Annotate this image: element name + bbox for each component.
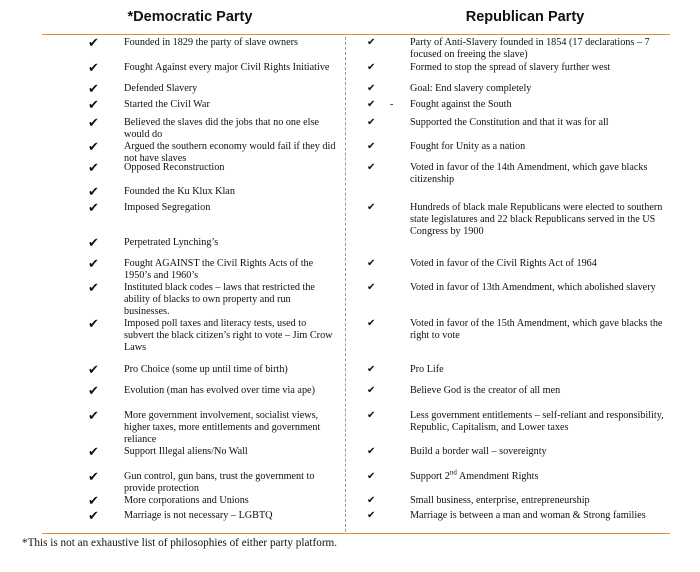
republican-item: Voted in favor of 13th Amendment, which abolished slavery [410, 282, 656, 293]
democratic-item: Opposed Reconstruction [124, 162, 225, 173]
democratic-item: Pro Choice (some up until time of birth) [124, 364, 288, 375]
democratic-item: Evolution (man has evolved over time via ape) [124, 385, 315, 396]
check-icon: ✔ [367, 202, 376, 213]
ordinal-suffix: nd [449, 468, 457, 477]
check-icon: ✔ [367, 162, 376, 173]
check-icon: ✔ [88, 236, 99, 251]
republican-item: Marriage is between a man and woman & Strong families [410, 510, 646, 521]
republican-item: Supported the Constitution and that it was for all [410, 117, 609, 128]
check-icon: ✔ [367, 37, 376, 48]
democratic-item: Founded in 1829 the party of slave owners [124, 37, 299, 48]
democratic-item: More government involvement, socialist views, higher taxes, more entitlements and government reliance [124, 410, 321, 446]
democratic-item: Fought Against every major Civil Rights Initiative [124, 62, 330, 73]
check-icon: ✔ [367, 282, 376, 293]
democratic-item: Marriage is not necessary – LGBTQ [124, 510, 273, 521]
republican-item: Formed to stop the spread of slavery further west [410, 62, 611, 73]
check-icon: ✔ [367, 141, 376, 152]
check-icon: ✔ [88, 116, 99, 131]
check-icon: ✔ [367, 410, 376, 421]
check-icon: ✔ [367, 62, 376, 73]
republican-item: Goal: End slavery completely [410, 83, 532, 94]
republican-item: Fought for Unity as a nation [410, 141, 526, 152]
democratic-item: Imposed Segregation [124, 202, 211, 213]
column-divider [345, 37, 346, 532]
check-icon: ✔ [367, 318, 376, 329]
check-icon: ✔ [88, 98, 99, 113]
amendment-suffix: Amendment Rights [456, 471, 539, 482]
check-icon: ✔ [367, 364, 376, 375]
democratic-item: Instituted black codes – laws that restricted the ability of blacks to own property and run businesses. [124, 282, 315, 318]
check-icon: ✔ [88, 445, 99, 460]
check-icon: ✔ [88, 61, 99, 76]
democratic-item: Fought AGAINST the Civil Rights Acts of the 1950’s and 1960’s [124, 258, 314, 282]
republican-item: Voted in favor of the Civil Rights Act of 1964 [410, 258, 597, 269]
republican-item: Voted in favor of the 15th Amendment, which gave blacks the right to vote [410, 318, 663, 342]
check-icon: ✔ [88, 363, 99, 378]
republican-item: Small business, enterprise, entrepreneurship [410, 495, 590, 506]
republican-item: Pro Life [410, 364, 444, 375]
republican-item: Hundreds of black male Republicans were elected to southern state legislatures and 22 black Republicans served in the US Congress by 1900 [410, 202, 663, 238]
check-icon: ✔ [88, 140, 99, 155]
check-icon: ✔ [88, 82, 99, 97]
democratic-item: Defended Slavery [124, 83, 198, 94]
dash-mark: - [390, 99, 394, 110]
header-rule-bottom [42, 533, 670, 534]
democratic-item: Support Illegal aliens/No Wall [124, 446, 248, 457]
check-icon: ✔ [88, 36, 99, 51]
check-icon: ✔ [88, 494, 99, 509]
check-icon: ✔ [88, 317, 99, 332]
democratic-party-header: *Democratic Party [127, 9, 253, 25]
republican-item [410, 468, 672, 483]
republican-party-header: Republican Party [465, 9, 585, 25]
footnote: *This is not an exhaustive list of philosophies of either party platform. [22, 537, 338, 549]
check-icon: ✔ [88, 409, 99, 424]
democratic-item: Gun control, gun bans, trust the government to provide protection [124, 471, 315, 495]
check-icon: ✔ [88, 470, 99, 485]
democratic-item: Founded the Ku Klux Klan [124, 186, 235, 197]
democratic-item: Believed the slaves did the jobs that no one else would do [124, 117, 319, 141]
check-icon: ✔ [367, 83, 376, 94]
check-icon: ✔ [88, 257, 99, 272]
republican-item: Voted in favor of the 14th Amendment, which gave blacks citizenship [410, 162, 648, 186]
democratic-item: Perpetrated Lynching’s [124, 237, 219, 248]
republican-item: Build a border wall – sovereignty [410, 446, 547, 457]
republican-item: Party of Anti-Slavery founded in 1854 (17 declarations – 7 focused on freeing the slave) [410, 37, 650, 61]
republican-item: Fought against the South [410, 99, 512, 110]
check-icon: ✔ [367, 495, 376, 506]
check-icon: ✔ [88, 281, 99, 296]
check-icon: ✔ [367, 471, 376, 482]
check-icon: ✔ [88, 201, 99, 216]
check-icon: ✔ [367, 99, 376, 110]
check-icon: ✔ [367, 117, 376, 128]
check-icon: ✔ [88, 161, 99, 176]
democratic-item: More corporations and Unions [124, 495, 249, 506]
republican-item: Believe God is the creator of all men [410, 385, 561, 396]
amendment-prefix: Support 2 [410, 471, 450, 482]
check-icon: ✔ [367, 446, 376, 457]
check-icon: ✔ [367, 510, 376, 521]
republican-item: Less government entitlements – self-reliant and responsibility, Republic, Capitalism, and Lower taxes [410, 410, 664, 434]
check-icon: ✔ [367, 258, 376, 269]
democratic-item: Argued the southern economy would fail if they did not have slaves [124, 141, 336, 165]
header-rule-top [42, 34, 670, 35]
check-icon: ✔ [88, 185, 99, 200]
democratic-item: Imposed poll taxes and literacy tests, used to subvert the black citizen’s right to vote – Jim Crow Laws [124, 318, 333, 354]
check-icon: ✔ [88, 384, 99, 399]
check-icon: ✔ [367, 385, 376, 396]
check-icon: ✔ [88, 509, 99, 524]
democratic-item: Started the Civil War [124, 99, 210, 110]
